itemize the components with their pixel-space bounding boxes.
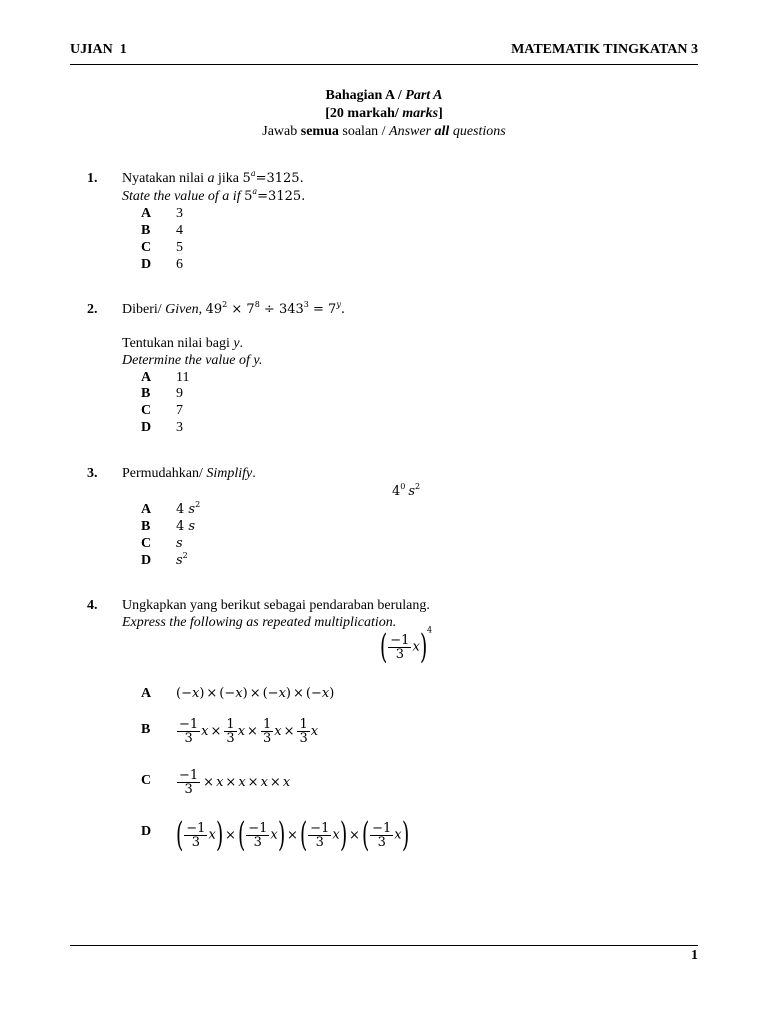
option-letter: C	[141, 403, 152, 418]
q3-en: Simplify	[206, 466, 253, 481]
fraction-den: 3	[262, 731, 272, 746]
left-paren: (	[361, 815, 370, 855]
q3-expr-base: 4	[392, 484, 401, 499]
q3-option-b[interactable]	[141, 519, 195, 535]
q1-exp-en: a	[252, 187, 258, 196]
option-text: 5	[176, 240, 183, 255]
q2-given-en: Given	[165, 302, 199, 317]
fraction	[177, 718, 200, 745]
footer-rule	[70, 945, 698, 946]
q1-option-d[interactable]	[141, 257, 183, 273]
option-letter: D	[141, 420, 152, 435]
fraction-num: −1	[310, 820, 330, 836]
right-paren: )	[339, 815, 347, 855]
right-paren: )	[277, 815, 286, 855]
q2-end: .	[340, 302, 345, 317]
q2-e2: 8	[254, 300, 260, 309]
option-letter: B	[141, 223, 151, 238]
option-text: 9	[176, 386, 183, 401]
q1-eq: =3125.	[255, 171, 304, 186]
q2-option-d[interactable]	[141, 420, 183, 436]
q2-period: .	[239, 336, 244, 351]
var: x	[274, 724, 282, 739]
times: ×	[269, 775, 281, 790]
q1-eq-en: =3125.	[257, 189, 306, 204]
q2-option-a[interactable]	[141, 370, 189, 386]
fraction-num: −1	[179, 768, 199, 783]
q2-var-y: y	[233, 336, 240, 351]
q2-eq: =	[308, 302, 329, 317]
option-letter: A	[141, 370, 152, 385]
q2-e1: 2	[222, 300, 228, 309]
q2-text-ms	[122, 336, 243, 352]
test-label: UJIAN 1	[70, 42, 127, 57]
times: ×	[348, 827, 360, 843]
left-paren: (	[237, 815, 246, 855]
option-coef: 4	[176, 519, 185, 534]
fraction-num: −1	[179, 717, 199, 732]
q3-option-a[interactable]	[141, 502, 200, 518]
subject-label: MATEMATIK TINGKATAN 3	[511, 42, 698, 57]
times: ×	[203, 775, 215, 790]
option-expr	[176, 553, 188, 568]
q1-exp: a	[250, 169, 256, 178]
fraction	[297, 718, 309, 745]
part-title	[0, 88, 768, 104]
q2-b3: 343	[278, 302, 304, 317]
q3-ms: Permudahkan/	[122, 466, 207, 481]
q2-op1: ×	[227, 302, 247, 317]
q2-b2: 7	[246, 302, 255, 317]
q4-text-en: Express the following as repeated multiplication.	[122, 615, 397, 630]
fraction-num: −1	[372, 820, 392, 836]
instr-2: soalan /	[338, 124, 390, 139]
right-paren: )	[401, 815, 409, 855]
fraction	[177, 769, 200, 796]
q1-text-en	[122, 189, 305, 205]
var: x	[394, 827, 402, 843]
fraction	[246, 822, 269, 849]
q4-option-c[interactable]	[141, 768, 291, 797]
term: −x	[267, 686, 286, 701]
option-letter: B	[141, 386, 151, 401]
marks-ms: [20 markah/	[325, 106, 403, 121]
q2-number: 2.	[87, 302, 98, 317]
instr-1: Jawab	[262, 124, 301, 139]
var: x	[216, 775, 224, 790]
left-paren: (	[379, 627, 388, 667]
q1-number: 1.	[87, 171, 98, 186]
fraction-den: 3	[395, 646, 404, 662]
fraction	[261, 718, 273, 745]
q3-expr-var: s	[408, 484, 416, 499]
option-text: 7	[176, 403, 183, 418]
q2-given-ms: Diberi/	[122, 302, 166, 317]
part-marks	[0, 106, 768, 122]
q2-option-b[interactable]	[141, 386, 183, 402]
option-letter: C	[141, 773, 152, 788]
q2-ms-1: Tentukan nilai bagi	[122, 336, 234, 351]
var: x	[260, 775, 268, 790]
q4-a-expr: (−x) × (−x) × (−x) × (−x)	[176, 686, 335, 701]
var: x	[332, 827, 340, 843]
times: ×	[292, 686, 304, 701]
option-var: s	[176, 553, 183, 568]
times: ×	[206, 686, 218, 701]
q3-number: 3.	[87, 466, 98, 481]
marks-en: marks	[402, 106, 439, 121]
var: x	[282, 775, 291, 790]
q1-en-1: State the value of a if	[122, 189, 245, 204]
option-letter: C	[141, 240, 152, 255]
q4-number: 4.	[87, 598, 98, 613]
q3-expr-var-exp: 2	[415, 482, 421, 491]
q1-text-ms	[122, 171, 304, 187]
option-exp: 2	[195, 500, 201, 509]
option-letter: B	[141, 519, 151, 534]
option-expr	[176, 502, 200, 517]
term: −x	[181, 686, 200, 701]
fraction-num: 1	[262, 717, 272, 732]
q1-base-en: 5	[244, 189, 253, 204]
var: x	[201, 724, 209, 739]
q2-comma: ,	[198, 302, 206, 317]
fraction-den: 3	[184, 731, 193, 746]
times: ×	[249, 686, 261, 701]
q4-option-b[interactable]	[141, 717, 319, 746]
q1-base: 5	[242, 171, 251, 186]
var: x	[310, 724, 319, 739]
q1-option-b[interactable]	[141, 223, 183, 239]
fraction	[370, 822, 393, 849]
option-letter: D	[141, 553, 152, 568]
option-letter: A	[141, 686, 152, 701]
part-title-ms: Bahagian A	[325, 88, 395, 103]
option-letter: A	[141, 206, 152, 221]
fraction-num: 1	[299, 717, 308, 732]
term: −x	[310, 686, 330, 701]
q4-expression	[379, 625, 433, 667]
q4-option-d[interactable]	[141, 815, 409, 855]
left-paren: (	[175, 815, 184, 855]
part-title-sep: /	[394, 88, 406, 103]
fraction-num: −1	[390, 632, 410, 648]
fraction-den: 3	[377, 834, 386, 850]
fraction	[184, 822, 207, 849]
option-expr	[176, 519, 195, 534]
q2-option-c[interactable]	[141, 403, 183, 419]
q1-option-a[interactable]	[141, 206, 183, 222]
option-coef: 4	[176, 502, 185, 517]
fraction	[308, 822, 331, 849]
q3-expression	[392, 484, 420, 499]
q2-b1: 49	[205, 302, 223, 317]
instr-bold: semua	[300, 124, 339, 139]
q2-e3: 3	[303, 300, 309, 309]
option-expr	[176, 536, 183, 551]
option-text: 4	[176, 223, 183, 238]
fraction-den: 3	[315, 834, 324, 850]
q4-d-expr	[175, 815, 409, 855]
q3-period: .	[252, 466, 256, 481]
option-text: 11	[176, 370, 190, 385]
var: x	[238, 775, 246, 790]
instr-en-2: questions	[449, 124, 506, 139]
q3-expr-exp: 0	[400, 482, 406, 491]
option-var: s	[188, 519, 196, 534]
q2-expr	[206, 302, 345, 317]
times: ×	[225, 775, 237, 790]
fraction-den: 3	[226, 731, 235, 746]
q1-option-c[interactable]	[141, 240, 183, 256]
left-paren: (	[299, 815, 308, 855]
expr-exp: 4	[427, 625, 433, 635]
fraction-num: −1	[186, 820, 206, 836]
option-letter: C	[141, 536, 152, 551]
fraction-num: −1	[248, 820, 268, 836]
expr-var: x	[412, 639, 420, 655]
instr-en-1: Answer	[389, 124, 435, 139]
option-letter: B	[141, 722, 151, 737]
q2-op2: ÷	[259, 302, 279, 317]
fraction-den: 3	[191, 834, 200, 850]
option-text: 6	[176, 257, 183, 272]
option-exp: 2	[182, 551, 188, 560]
times: ×	[247, 775, 259, 790]
option-letter: A	[141, 502, 152, 517]
var: x	[237, 724, 246, 739]
fraction-den: 3	[184, 782, 193, 797]
option-letter: D	[141, 824, 152, 839]
q1-expr-en	[244, 189, 305, 204]
fraction	[224, 718, 236, 745]
term: −x	[224, 686, 243, 701]
q3-text	[122, 466, 256, 482]
q2-e4: y	[336, 300, 341, 309]
fraction	[388, 634, 411, 661]
q4-c-expr	[176, 769, 290, 796]
option-text: 3	[176, 206, 183, 221]
q1-var-a: a	[207, 171, 215, 186]
q3-option-c[interactable]	[141, 536, 183, 552]
option-letter: D	[141, 257, 152, 272]
page-header	[70, 42, 698, 65]
part-title-en: Part A	[405, 88, 443, 103]
q4-option-a[interactable]	[141, 686, 334, 702]
q2-b4: 7	[328, 302, 337, 317]
marks-close: ]	[438, 106, 443, 121]
times: ×	[210, 724, 222, 739]
instr-en-bold: all	[434, 124, 450, 139]
var: x	[208, 827, 216, 843]
option-text: 3	[176, 420, 183, 435]
times: ×	[283, 724, 295, 739]
times: ×	[287, 827, 298, 843]
q3-option-d[interactable]	[141, 553, 188, 569]
fraction-den: 3	[253, 834, 262, 850]
q1-ms-2: jika	[214, 171, 243, 186]
part-instruction	[0, 124, 768, 140]
q1-ms-1: Nyatakan nilai	[122, 171, 208, 186]
fraction-den: 3	[299, 731, 308, 746]
q4-b-expr	[176, 718, 318, 745]
page-number: 1	[691, 948, 698, 963]
right-paren: )	[419, 627, 428, 667]
var: x	[270, 827, 278, 843]
q2-given	[122, 302, 345, 318]
q4-text-ms: Ungkapkan yang berikut sebagai pendaraban berulang.	[122, 598, 430, 613]
right-paren: )	[215, 815, 224, 855]
option-var: s	[176, 536, 183, 551]
q1-expr	[243, 171, 304, 186]
option-var: s	[188, 502, 196, 517]
fraction-num: 1	[226, 717, 235, 732]
times: ×	[247, 724, 258, 739]
times: ×	[225, 827, 236, 843]
q2-text-en: Determine the value of y.	[122, 353, 263, 368]
